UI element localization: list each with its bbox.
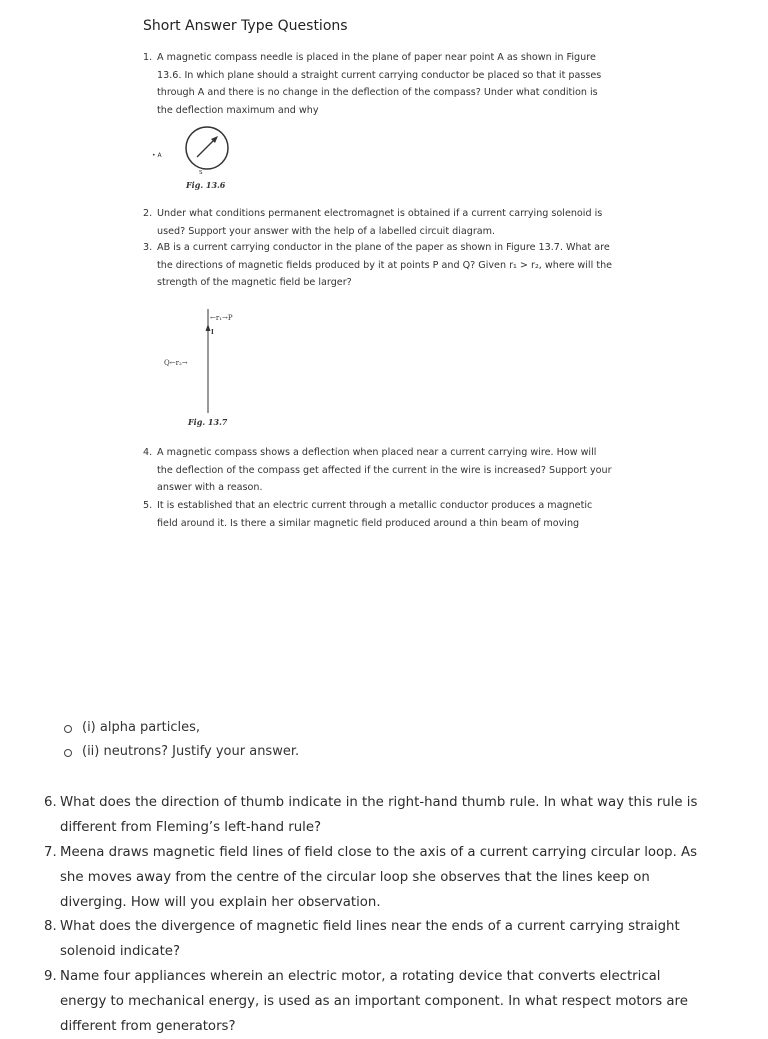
- current-label: I: [211, 329, 214, 336]
- question-text: What does the divergence of magnetic field lines near the ends of a current carrying straight solenoid indicate?: [60, 919, 680, 959]
- question-text: What does the direction of thumb indicate in the right-hand thumb rule. In what way this rule is different from Fleming’s left-hand rule?: [60, 795, 698, 835]
- question-number: 3.: [143, 242, 153, 253]
- question-number: 6.: [44, 795, 57, 810]
- bullet-circle-icon: [64, 725, 72, 733]
- question-3: [143, 239, 613, 292]
- current-direction-arrow: [206, 324, 211, 331]
- compass-pole-label: S: [199, 170, 203, 176]
- question-number: 5.: [143, 500, 153, 511]
- question-number: 4.: [143, 447, 153, 458]
- question-2: [143, 205, 613, 240]
- list-item: [62, 740, 299, 764]
- conductor-figure: [150, 305, 290, 415]
- question-text: Meena draws magnetic field lines of field close to the axis of a current carrying circular loop. As she moves away from the centre of the circular loop she observes that the lines keep on diverging. How will you explain her observation.: [60, 845, 698, 910]
- list-item-text: (ii) neutrons? Justify your answer.: [82, 744, 300, 759]
- question-text: A magnetic compass needle is placed in the plane of paper near point A as shown in Figure 13.6. In which plane should a straight current carrying conductor be placed so that it passes through A and there is no change in the deflection of the compass? Under what condition is the deflection maximum and why: [157, 52, 602, 116]
- figure-caption-13-6: Fig. 13.6: [186, 180, 226, 190]
- question-number: 2.: [143, 208, 153, 219]
- question-number: 8.: [44, 919, 57, 934]
- question-7: [44, 840, 704, 915]
- question-number: 9.: [44, 969, 57, 984]
- question-5: [143, 497, 613, 532]
- question-text: AB is a current carrying conductor in the plane of the paper as shown in Figure 13.7. What are the directions of magnetic fields produced by it at points P and Q? Given r₁ > r₂, where will the strength of the magnetic field be larger?: [157, 242, 613, 288]
- r2-distance-label: Q←r₂→: [164, 359, 188, 367]
- question-6: [44, 790, 704, 840]
- question-1: [143, 49, 613, 119]
- r1-distance-label: ←r₁→P: [210, 314, 233, 322]
- compass-circle: [186, 127, 228, 169]
- list-item: [62, 716, 299, 740]
- question-number: 7.: [44, 845, 57, 860]
- question-text: A magnetic compass shows a deflection when placed near a current carrying wire. How will the deflection of the compass get affected if the current in the wire is increased? Support your answer with a reason.: [157, 447, 612, 493]
- bullet-circle-icon: [64, 749, 72, 757]
- question-text: Name four appliances wherein an electric motor, a rotating device that converts electrical energy to mechanical energy, is used as an important component. In what respect motors are different from generators?: [60, 969, 688, 1034]
- question-text: It is established that an electric current through a metallic conductor produces a magnetic field around it. Is there a similar magnetic field produced around a thin beam of moving: [157, 500, 593, 529]
- compass-figure: [150, 120, 240, 180]
- section-heading: Short Answer Type Questions: [143, 18, 348, 34]
- question-4: [143, 444, 613, 497]
- question-8: [44, 914, 704, 964]
- list-item-text: (i) alpha particles,: [82, 720, 200, 735]
- question-text: Under what conditions permanent electromagnet is obtained if a current carrying solenoid is used? Support your answer with the help of a labelled circuit diagram.: [157, 208, 603, 237]
- bullet-list: [62, 716, 299, 764]
- point-a-label: • A: [152, 152, 162, 159]
- question-number: 1.: [143, 52, 153, 63]
- question-9: [44, 964, 704, 1039]
- figure-caption-13-7: Fig. 13.7: [188, 417, 228, 427]
